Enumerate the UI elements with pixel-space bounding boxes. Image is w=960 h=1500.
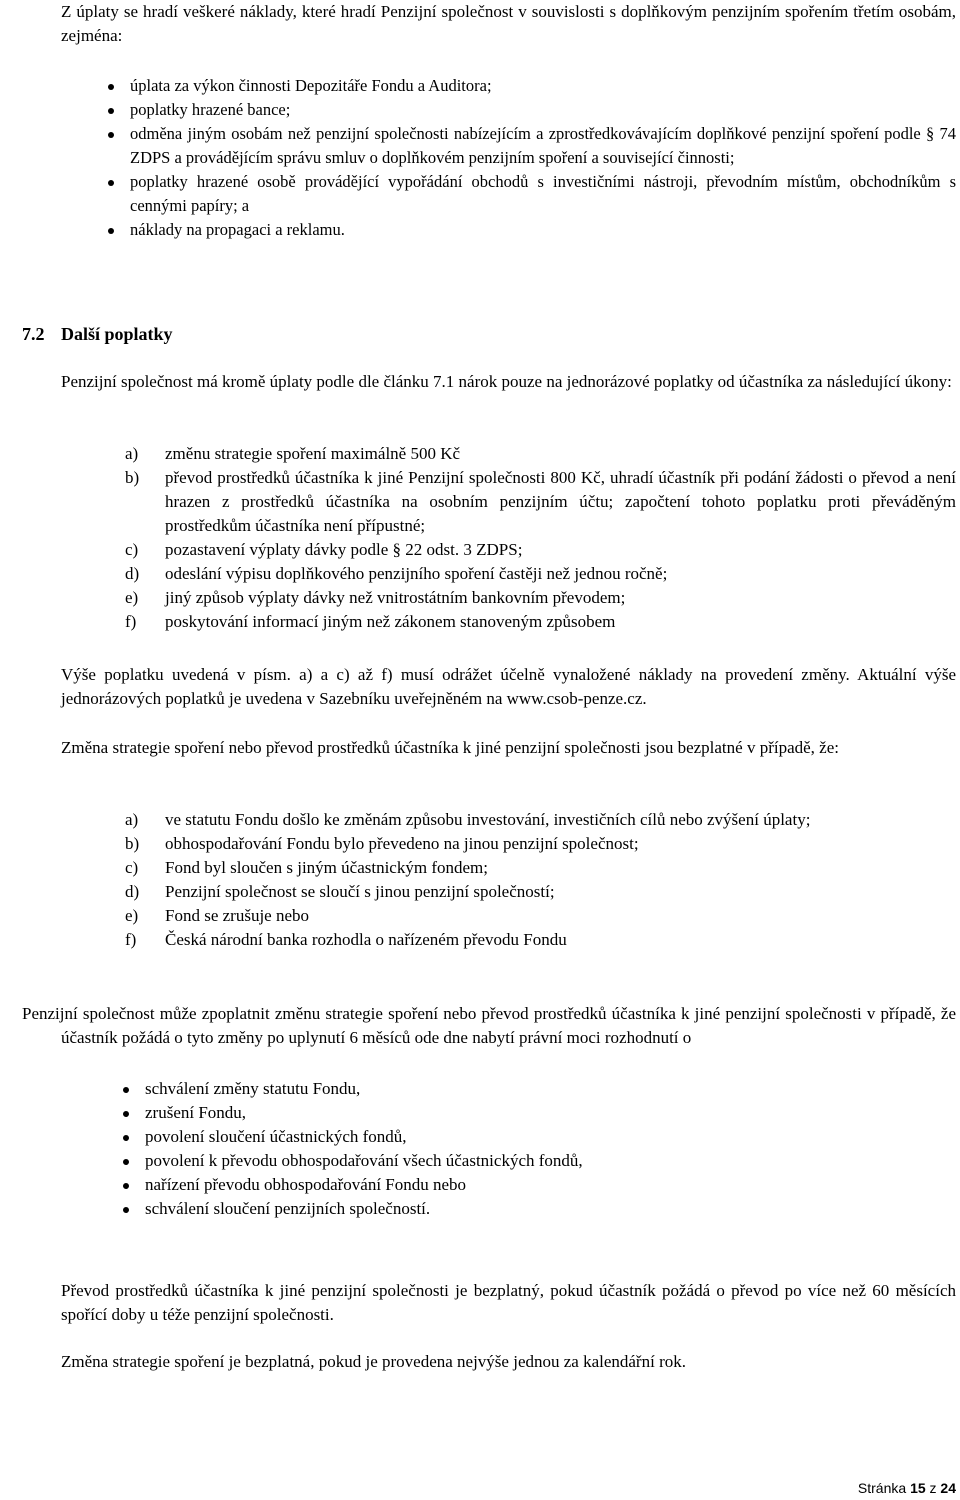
list-item: a) ve statutu Fondu došlo ke změnám způsobu investování, investičních cílů nebo zvýšení úplaty; bbox=[125, 810, 811, 829]
list-item: schválení sloučení penzijních společností. bbox=[145, 1197, 956, 1221]
section-title: Další poplatky bbox=[61, 324, 173, 344]
intro-paragraph bbox=[61, 0, 956, 48]
bullet-icon bbox=[108, 108, 114, 114]
bullet-icon bbox=[123, 1207, 129, 1213]
bullet-icon bbox=[123, 1183, 129, 1189]
section-heading bbox=[22, 322, 173, 346]
list-item: náklady na propagaci a reklamu. bbox=[130, 218, 956, 242]
list-item: b) obhospodařování Fondu bylo převedeno na jinou penzijní společnost; bbox=[125, 834, 639, 853]
list-item: b) převod prostředků účastníka k jiné Penzijní společnosti 800 Kč, uhradí účastník při podání žádosti o převod a není hrazen z prostředků účastníka na osobním penzijním účtu; započtení tohoto poplatku proti převáděným prostředkům účastníka není přípustné; bbox=[125, 468, 956, 535]
intro-text: Z úplaty se hradí veškeré náklady, které hradí Penzijní společnost v souvislosti s doplňkovým penzijním spořením třetím osobám, zejména: bbox=[61, 2, 956, 45]
list-item: d) odeslání výpisu doplňkového penzijního spoření častěji než jednou ročně; bbox=[125, 564, 668, 583]
page-total: 24 bbox=[940, 1480, 956, 1496]
list-item: nařízení převodu obhospodařování Fondu nebo bbox=[145, 1173, 956, 1197]
charge-paragraph: Penzijní společnost může zpoplatnit změnu strategie spoření nebo převod prostředků účastníka k jiné penzijní společnosti v případě, že účastník požádá o tyto změny po uplynutí 6 měsíců ode dne nabytí právní moci rozhodnutí o bbox=[22, 1004, 956, 1047]
bullet-icon bbox=[123, 1111, 129, 1117]
bullet-icon bbox=[108, 132, 114, 138]
list-item: c) Fond byl sloučen s jiným účastnickým fondem; bbox=[125, 858, 488, 877]
list-item: úplata za výkon činnosti Depozitáře Fondu a Auditora; bbox=[130, 74, 956, 98]
free-cases-list bbox=[125, 808, 956, 952]
list-item: zrušení Fondu, bbox=[145, 1101, 956, 1125]
list-item: c) pozastavení výplaty dávky podle § 22 odst. 3 ZDPS; bbox=[125, 540, 523, 559]
list-item: e) Fond se zrušuje nebo bbox=[125, 906, 310, 925]
fee-amount-paragraph: Výše poplatku uvedená v písm. a) a c) až f) musí odrážet účelně vynaložené náklady na provedení změny. Aktuální výše jednorázových poplatků je uvedena v Sazebníku uveřejněném na www.csob-penze.cz. bbox=[61, 665, 956, 708]
fee-bullet-list bbox=[130, 74, 956, 242]
list-item: d) Penzijní společnost se sloučí s jinou penzijní společností; bbox=[125, 882, 555, 901]
bullet-icon bbox=[123, 1159, 129, 1165]
list-item: poplatky hrazené bance; bbox=[130, 98, 956, 122]
list-item: odměna jiným osobám než penzijní společnosti nabízejícím a zprostředkovávajícím doplňkové penzijní spoření podle § 74 ZDPS a provádějícím správu smluv o doplňkovém penzijním spoření a související činnosti; bbox=[130, 122, 956, 170]
fee-acts-list bbox=[125, 442, 956, 634]
transfer-paragraph: Převod prostředků účastníka k jiné penzijní společnosti je bezplatný, pokud účastník požádá o převod po více než 60 měsících spořící doby u téže penzijní společnosti. bbox=[61, 1281, 956, 1324]
list-item: a) změnu strategie spoření maximálně 500 Kč bbox=[125, 444, 461, 463]
free-change-paragraph: Změna strategie spoření nebo převod prostředků účastníka k jiné penzijní společnosti jsou bezplatné v případě, že: bbox=[61, 738, 839, 757]
list-item: f) poskytování informací jiným než zákonem stanoveným způsobem bbox=[125, 612, 616, 631]
page-footer: Stránka 15 z 24 bbox=[857, 1480, 956, 1496]
list-item: schválení změny statutu Fondu, bbox=[145, 1077, 956, 1101]
list-item: poplatky hrazené osobě provádějící vypořádání obchodů s investičními nástroji, převodním místům, obchodníkům s cennými papíry; a bbox=[130, 170, 956, 218]
bullet-icon bbox=[108, 84, 114, 90]
bullet-icon bbox=[108, 180, 114, 186]
section-paragraph: Penzijní společnost má kromě úplaty podle dle článku 7.1 nárok pouze na jednorázové poplatky od účastníka za následující úkony: bbox=[61, 372, 952, 391]
list-item: e) jiný způsob výplaty dávky než vnitrostátním bankovním převodem; bbox=[125, 588, 626, 607]
list-item: f) Česká národní banka rozhodla o nařízeném převodu Fondu bbox=[125, 930, 567, 949]
bullet-icon bbox=[123, 1087, 129, 1093]
strategy-paragraph: Změna strategie spoření je bezplatná, pokud je provedena nejvýše jednou za kalendářní rok. bbox=[61, 1352, 686, 1371]
section-number: 7.2 bbox=[22, 324, 45, 344]
page-number: 15 bbox=[910, 1480, 926, 1496]
charge-cases-list bbox=[145, 1077, 956, 1221]
list-item: povolení sloučení účastnických fondů, bbox=[145, 1125, 956, 1149]
bullet-icon bbox=[123, 1135, 129, 1141]
list-item: povolení k převodu obhospodařování všech účastnických fondů, bbox=[145, 1149, 956, 1173]
bullet-icon bbox=[108, 228, 114, 234]
